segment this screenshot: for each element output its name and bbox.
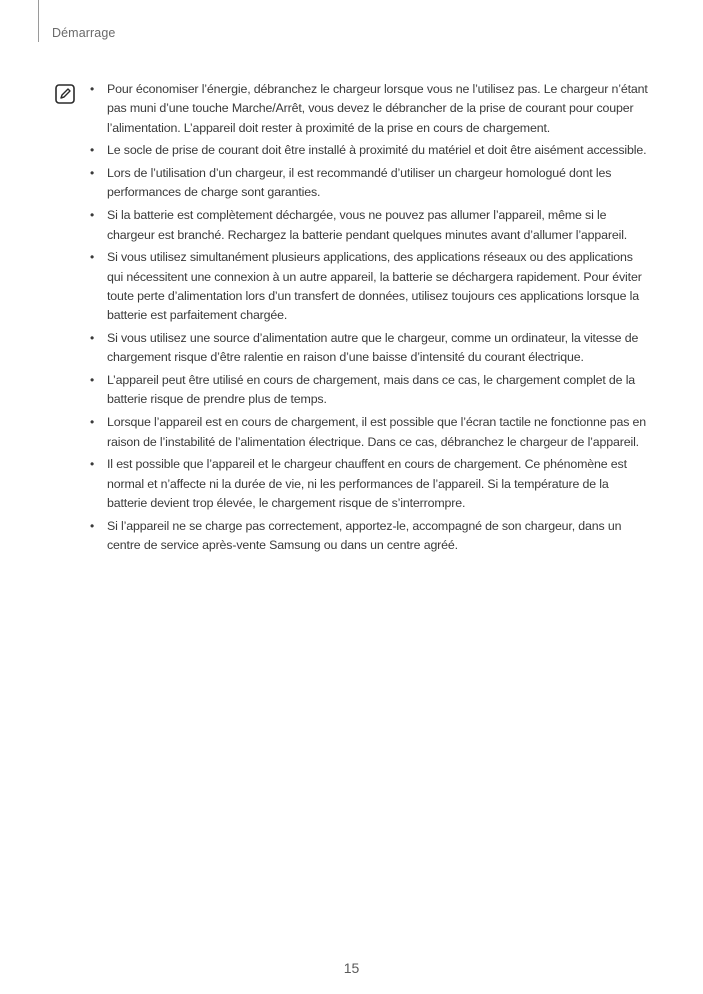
page-number: 15 xyxy=(343,960,360,976)
list-item xyxy=(90,141,652,160)
bullet-marker: • xyxy=(90,166,95,181)
list-item-text: Le socle de prise de courant doit être installé à proximité du matériel et doit être aisément accessible. xyxy=(107,143,647,158)
bullet-marker: • xyxy=(90,143,95,158)
bullet-marker: • xyxy=(90,208,95,223)
header-divider xyxy=(38,0,39,42)
list-item-text: Si la batterie est complètement déchargée, vous ne pouvez pas allumer l’appareil, même si le chargeur est branché. Rechargez la batterie pendant quelques minutes avant d’allumer l’appareil. xyxy=(107,208,628,242)
bullet-marker: • xyxy=(90,82,95,96)
bullet-marker: • xyxy=(90,250,95,265)
list-item-text: Pour économiser l’énergie, débranchez le chargeur lorsque vous ne l’utilisez pas. Le chargeur n’étant pas muni d’une touche Marche/Arrêt, vous devez le débrancher de la prise de courant pour couper l’alimentation. L’appareil doit rester à proximité de la prise en cours de chargement. xyxy=(107,82,648,135)
list-item-text: Si l’appareil ne se charge pas correctement, apportez-le, accompagné de son chargeur, dans un centre de service après-vente Samsung ou dans un centre agréé. xyxy=(107,518,622,553)
list-item-text: Lors de l’utilisation d’un chargeur, il est recommandé d’utiliser un chargeur homologué dont les performances de charge sont garanties. xyxy=(107,166,612,200)
bullet-marker: • xyxy=(90,518,95,533)
list-item-text: Lorsque l’appareil est en cours de chargement, il est possible que l’écran tactile ne fonctionne pas en raison de l’instabilité de l’alimentation électrique. Dans ce cas, débranchez le chargeur de l’appareil. xyxy=(107,415,647,449)
note-bullet-list xyxy=(90,80,652,559)
bullet-marker: • xyxy=(90,457,95,472)
list-item xyxy=(90,248,652,325)
list-item xyxy=(90,455,652,513)
bullet-marker: • xyxy=(90,331,95,346)
list-item xyxy=(90,329,652,368)
list-item-text: Si vous utilisez une source d’alimentation autre que le chargeur, comme un ordinateur, la vitesse de chargement risque d’être ralentie en raison d’une baisse d’intensité du courant électrique. xyxy=(107,331,639,365)
list-item-text: L’appareil peut être utilisé en cours de chargement, mais dans ce cas, le chargement complet de la batterie risque de prendre plus de temps. xyxy=(107,373,636,407)
bullet-marker: • xyxy=(90,373,95,388)
note-pencil-icon xyxy=(55,84,75,104)
list-item xyxy=(90,517,652,556)
list-item xyxy=(90,80,652,138)
list-item-text: Si vous utilisez simultanément plusieurs applications, des applications réseaux ou des applications qui nécessitent une connexion à un autre appareil, la batterie se déchargera rapidement. Pour éviter toute perte d’alimentation lors d’un transfert de données, utilisez toujours ces applications lorsque la batterie est parfaitement chargée. xyxy=(107,250,642,323)
section-title: Démarrage xyxy=(52,26,116,40)
list-item xyxy=(90,413,652,452)
list-item xyxy=(90,371,652,410)
list-item-text: Il est possible que l’appareil et le chargeur chauffent en cours de chargement. Ce phénomène est normal et n’affecte ni la durée de vie, ni les performances de l’appareil. Si la température de la batterie devient trop élevée, le chargement risque de s’interrompre. xyxy=(107,457,627,510)
list-item xyxy=(90,164,652,203)
list-item xyxy=(90,206,652,245)
bullet-marker: • xyxy=(90,415,95,430)
